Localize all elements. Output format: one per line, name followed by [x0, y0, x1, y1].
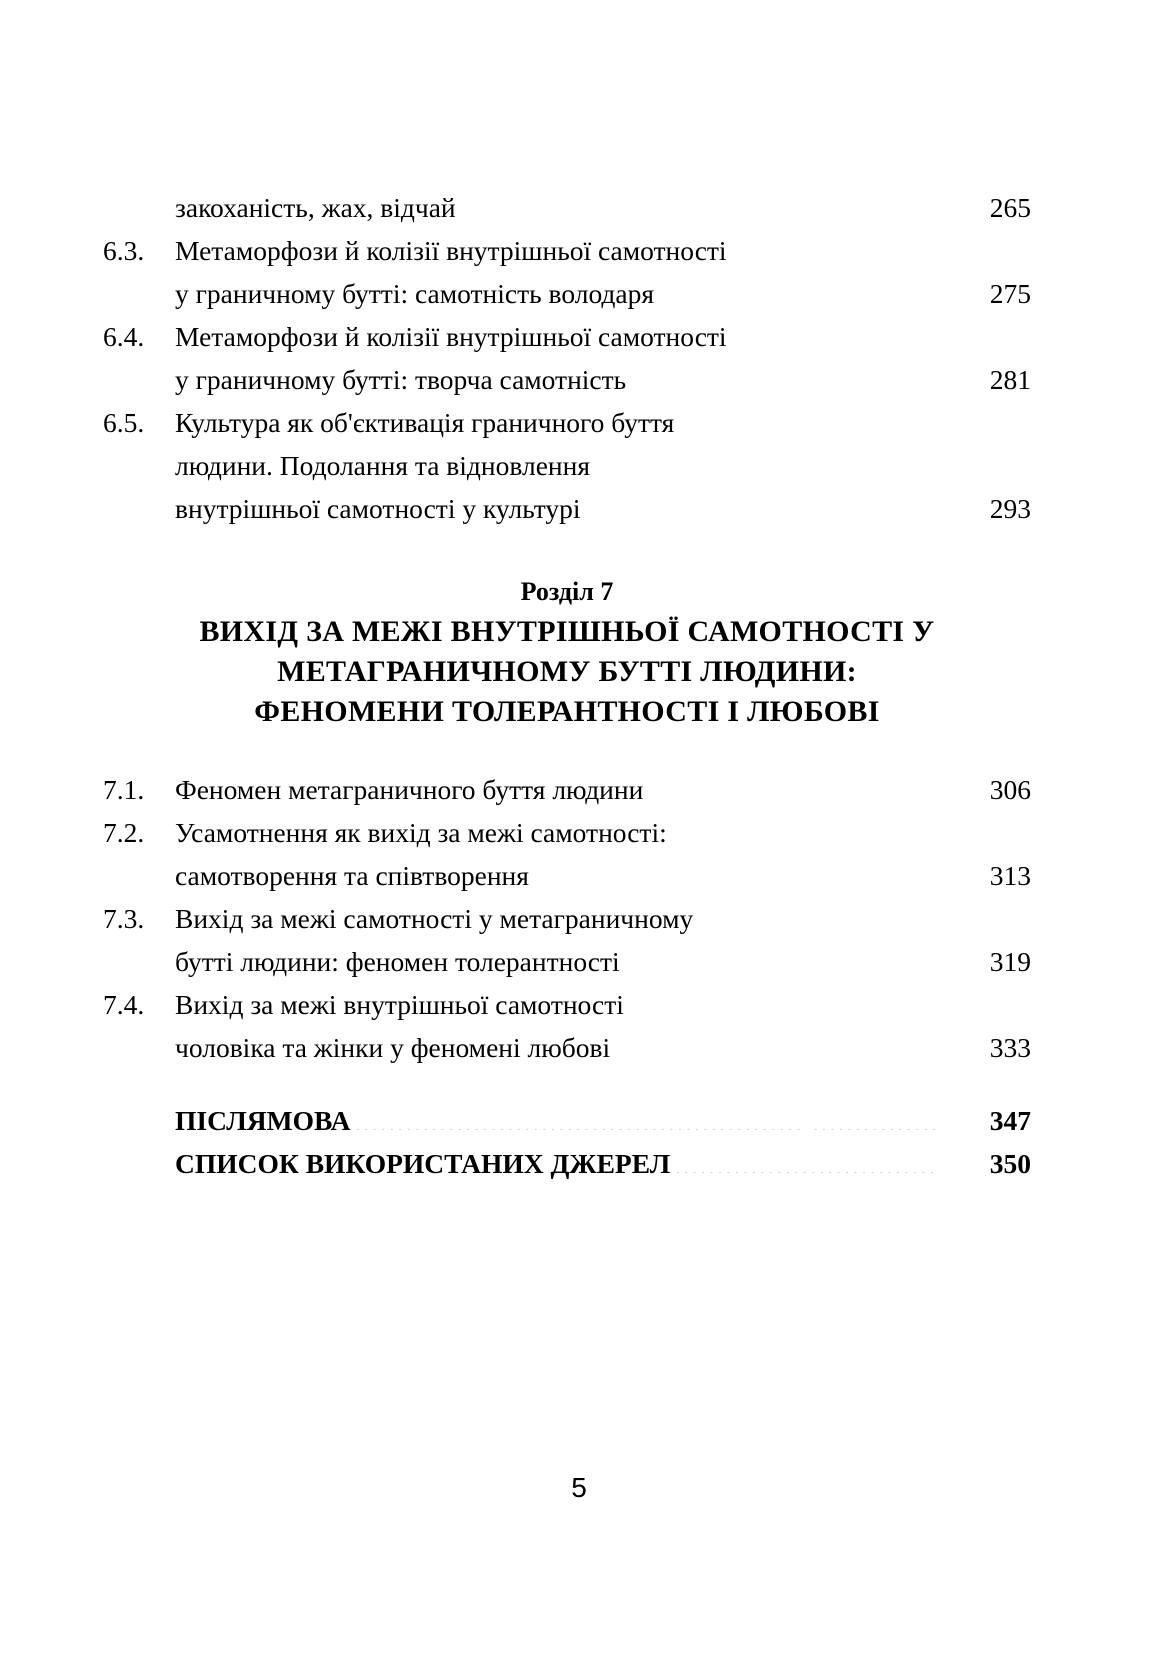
chapter-heading	[103, 574, 1031, 732]
leader-dots	[624, 944, 937, 972]
toc-entry-line	[103, 1099, 1031, 1142]
toc-entry-line	[103, 983, 1031, 1026]
toc-entry[interactable]	[103, 186, 1031, 229]
toc-entry-title: людини. Подолання та відновлення	[175, 450, 590, 481]
toc-section-back-matter	[103, 1099, 1031, 1185]
toc-entry-line	[103, 940, 1031, 983]
toc-entry-title: Феномен метаграничного буття людини	[175, 774, 644, 805]
toc-entry-title: самотворення та співтворення	[175, 860, 529, 891]
toc-entry-title: у граничному бутті: самотність володаря	[175, 278, 654, 309]
toc-entry-title: у граничному бутті: творча самотність	[175, 364, 627, 395]
toc-entry-page: 281	[989, 364, 1031, 395]
leader-dots	[460, 190, 937, 218]
leader-dots	[674, 1146, 937, 1174]
toc-entry-line	[103, 358, 1031, 401]
toc-entry-title: закоханість, жах, відчай	[175, 192, 456, 223]
toc-entry-number: 6.5.	[103, 407, 145, 438]
section-spacer	[103, 1069, 1031, 1099]
toc-entry[interactable]	[103, 811, 1031, 897]
toc-entry-title: чоловіка та жінки у феномені любові	[175, 1032, 611, 1063]
toc-entry-number: 7.2.	[103, 817, 145, 848]
toc-entry-title: СПИСОК ВИКОРИСТАНИХ ДЖЕРЕЛ	[175, 1148, 671, 1179]
toc-entry-title: Усамотнення як вихід за межі самотності:	[175, 817, 667, 848]
leader-dots	[697, 901, 937, 929]
chapter-label: Розділ 7	[520, 577, 614, 606]
toc-entry-title: ПІСЛЯМОВА	[175, 1105, 351, 1136]
leader-dots	[533, 858, 937, 886]
toc-entry-line	[103, 315, 1031, 358]
toc-entry-page: 350	[989, 1148, 1031, 1179]
toc-entry-title: бутті людини: феномен толерантності	[175, 946, 620, 977]
leader-dots	[647, 772, 937, 800]
toc-entry-title: Вихід за межі самотності у метаграничному	[175, 903, 694, 934]
toc-entry-line	[103, 272, 1031, 315]
toc-entry[interactable]	[103, 768, 1031, 811]
leader-dots	[671, 815, 937, 843]
toc-entry-line	[103, 1026, 1031, 1069]
toc-entry-title: Культура як об'єктивація граничного буття	[175, 407, 675, 438]
toc-entry-page: 293	[989, 493, 1031, 524]
toc-entry-line	[103, 1142, 1031, 1185]
leader-dots	[614, 1030, 937, 1058]
toc-entry[interactable]	[103, 401, 1031, 530]
toc-entry-title: внутрішньої самотності у культурі	[175, 493, 581, 524]
toc-entry-title: Метаморфози й колізії внутрішньої самотності	[175, 235, 727, 266]
toc-entry-page: 319	[989, 946, 1031, 977]
toc-entry[interactable]	[103, 1099, 1031, 1142]
toc-entry-page: 265	[989, 192, 1031, 223]
toc-section-continued	[103, 186, 1031, 530]
toc-entry[interactable]	[103, 1142, 1031, 1185]
chapter-title-line-3: ФЕНОМЕНИ ТОЛЕРАНТНОСТІ І ЛЮБОВІ	[254, 695, 880, 728]
page-folio: 5	[571, 1472, 587, 1503]
toc-entry[interactable]	[103, 229, 1031, 315]
toc-entry-title: Вихід за межі внутрішньої самотності	[175, 989, 624, 1020]
toc-entry-line	[103, 229, 1031, 272]
leader-dots	[354, 1103, 937, 1131]
toc-entry-line	[103, 811, 1031, 854]
toc-entry[interactable]	[103, 983, 1031, 1069]
toc-entry-page: 313	[989, 860, 1031, 891]
toc-entry-number: 7.3.	[103, 903, 145, 934]
toc-entry-number: 6.3.	[103, 235, 145, 266]
leader-dots	[731, 233, 937, 261]
toc-entry-number: 6.4.	[103, 321, 145, 352]
toc-entry-line	[103, 854, 1031, 897]
toc-entry-page: 306	[989, 774, 1031, 805]
toc-body	[103, 186, 1031, 1185]
toc-entry[interactable]	[103, 897, 1031, 983]
chapter-title-line-1: ВИХІД ЗА МЕЖІ ВНУТРІШНЬОЇ САМОТНОСТІ У	[199, 615, 935, 648]
toc-entry[interactable]	[103, 315, 1031, 401]
toc-entry-line	[103, 487, 1031, 530]
toc-entry-line	[103, 444, 1031, 487]
toc-entry-number: 7.4.	[103, 989, 145, 1020]
toc-entry-title: Метаморфози й колізії внутрішньої самотності	[175, 321, 727, 352]
leader-dots	[585, 491, 938, 519]
toc-entry-line	[103, 186, 1031, 229]
toc-entry-line	[103, 401, 1031, 444]
leader-dots	[630, 362, 937, 390]
leader-dots	[678, 405, 937, 433]
leader-dots	[658, 276, 937, 304]
leader-dots	[628, 987, 937, 1015]
leader-dots	[594, 448, 937, 476]
leader-dots	[731, 319, 937, 347]
toc-entry-line	[103, 897, 1031, 940]
toc-entry-page: 347	[989, 1105, 1031, 1136]
toc-entry-line	[103, 768, 1031, 811]
toc-entry-number: 7.1.	[103, 774, 145, 805]
toc-entry-page: 275	[989, 278, 1031, 309]
chapter-title-line-2: МЕТАГРАНИЧНОМУ БУТТІ ЛЮДИНИ:	[277, 655, 857, 688]
toc-entry-page: 333	[989, 1032, 1031, 1063]
toc-section-chapter-7	[103, 768, 1031, 1069]
